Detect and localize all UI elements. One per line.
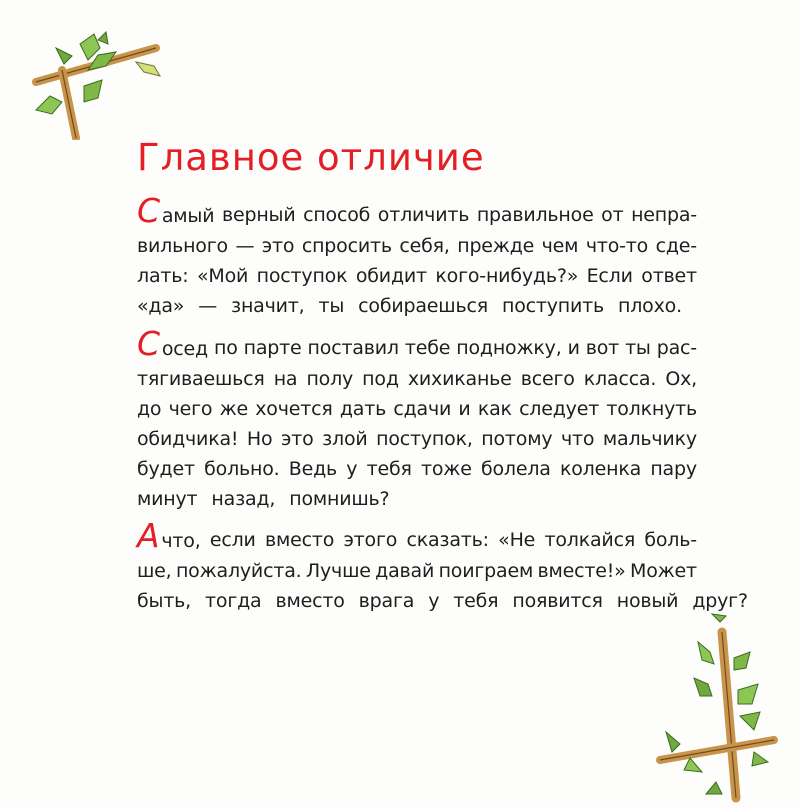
word: поступок [256, 265, 348, 287]
word: коленка [559, 458, 642, 480]
drop-cap: С [137, 191, 160, 230]
word: на [273, 368, 298, 390]
word: что-то [585, 235, 649, 257]
word: отличить [377, 204, 470, 226]
word: вместо [264, 529, 335, 551]
branch-leaves-bottom-right-icon [650, 612, 780, 804]
word: потому [481, 428, 553, 450]
word: же [219, 398, 249, 420]
word: ответ [641, 265, 697, 287]
word: поиграем [438, 560, 534, 582]
word: Ведь [288, 458, 338, 480]
text-line [137, 364, 697, 394]
word: сдачи [393, 398, 452, 420]
word: подножку, [456, 337, 562, 359]
text-line [137, 191, 697, 231]
word: тоже [420, 458, 472, 480]
word: до [137, 398, 162, 420]
word: от [601, 204, 624, 226]
word: и [458, 398, 471, 420]
word: боль- [644, 529, 697, 551]
word: и [567, 337, 580, 359]
word: «Не [498, 529, 536, 551]
word: тебе [404, 337, 451, 359]
paragraph-1 [137, 191, 697, 321]
word: класса. [583, 368, 657, 390]
text-line [137, 324, 697, 364]
first-word [137, 324, 208, 364]
word: под [362, 368, 399, 390]
word: собираешься [358, 295, 488, 317]
word: чем [541, 235, 579, 257]
word: давай [375, 560, 435, 582]
word: сде- [655, 235, 697, 257]
word: этого [343, 529, 398, 551]
word: пару [650, 458, 697, 480]
text-line [137, 291, 697, 321]
word: «да» [137, 295, 185, 317]
word: хихиканье [407, 368, 512, 390]
word: амый [161, 205, 215, 227]
word: злой [322, 428, 368, 450]
word: тягиваешься [137, 368, 265, 390]
word: минут [137, 488, 198, 510]
word: поставил [307, 337, 399, 359]
word: непра- [631, 204, 697, 226]
word: себя, [399, 235, 450, 257]
text-line [137, 586, 748, 616]
text-line [137, 516, 697, 556]
word: по [213, 337, 238, 359]
word: — [198, 295, 218, 317]
word: хочется [255, 398, 333, 420]
word: если [209, 529, 256, 551]
word: появится [512, 590, 603, 612]
word: сказать: [406, 529, 489, 551]
word: вместо [275, 590, 345, 612]
drop-cap: С [137, 324, 160, 363]
word: всего [520, 368, 575, 390]
word: Ох, [665, 368, 697, 390]
word: ты [318, 295, 345, 317]
word: Если [586, 265, 633, 287]
word: болела [480, 458, 551, 480]
word: способ [303, 204, 371, 226]
word: у [428, 590, 440, 612]
text-line [137, 231, 697, 261]
text-line [137, 484, 697, 514]
word: дать [339, 398, 387, 420]
word: прежде [457, 235, 535, 257]
word: толкнуть [606, 398, 697, 420]
word: Но [246, 428, 273, 450]
word: ше, [137, 560, 172, 582]
word: лать: [137, 265, 189, 287]
word: новый [616, 590, 679, 612]
word: вместе!» [537, 560, 626, 582]
first-word [137, 516, 201, 556]
word: плохо. [618, 295, 682, 317]
word: обидит [355, 265, 427, 287]
word: назад, [211, 488, 276, 510]
word: как [477, 398, 512, 420]
text-line [137, 394, 697, 424]
word: правильное [476, 204, 594, 226]
first-word [137, 191, 215, 231]
word: пожалуйста. [175, 560, 302, 582]
word: что, [161, 530, 201, 552]
word: мальчику [602, 428, 697, 450]
word: помнишь? [289, 488, 390, 510]
text-line [137, 261, 697, 291]
word: это [281, 428, 314, 450]
word: вот [585, 337, 620, 359]
word: что [560, 428, 595, 450]
word: — [235, 235, 255, 257]
word: врага [358, 590, 415, 612]
word: «Мой [196, 265, 249, 287]
word: парте [243, 337, 302, 359]
word: верный [221, 204, 296, 226]
text-line [137, 556, 697, 586]
word: тебя [453, 590, 499, 612]
word: друг? [692, 590, 748, 612]
word: у [346, 458, 358, 480]
word: Лучше [305, 560, 371, 582]
page-title: Главное отличие [137, 136, 485, 179]
word: значит, [231, 295, 305, 317]
word: поступить [501, 295, 605, 317]
word: будет [137, 458, 195, 480]
paragraph-3 [137, 516, 748, 616]
word: это [261, 235, 295, 257]
word: Может [630, 560, 697, 582]
word: рас- [656, 337, 697, 359]
paragraph-2 [137, 324, 697, 514]
word: больно. [204, 458, 280, 480]
word: тогда [205, 590, 262, 612]
word: толкайся [544, 529, 636, 551]
word: спросить [301, 235, 392, 257]
word: вильного [137, 235, 228, 257]
word: поступок, [376, 428, 473, 450]
word: кого-нибудь?» [435, 265, 579, 287]
word: ты [625, 337, 651, 359]
text-line [137, 454, 697, 484]
word: тебя [366, 458, 412, 480]
word: чего [168, 398, 213, 420]
word: быть, [137, 590, 192, 612]
branch-leaves-top-left-icon [28, 30, 173, 140]
word: обидчика! [137, 428, 239, 450]
word: полу [306, 368, 354, 390]
word: следует [519, 398, 600, 420]
drop-cap: А [137, 516, 160, 555]
text-line [137, 424, 697, 454]
word: осед [161, 338, 208, 360]
